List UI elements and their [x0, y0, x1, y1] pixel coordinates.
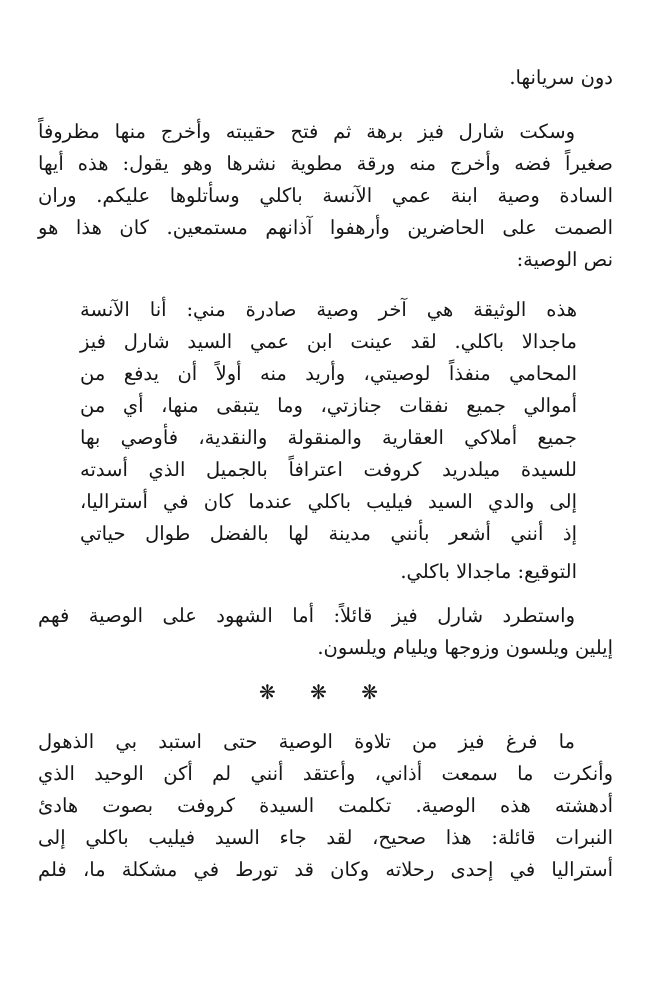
text-line: الصمت على الحاضرين وأرهفوا آذانهم مستمعين. كان هذا هو [38, 216, 613, 239]
text-line: السادة وصية ابنة عمي الآنسة باكلي وسأتلوها عليكم. وران [38, 184, 613, 207]
paragraph-4 [38, 726, 613, 886]
text-line: هذه الوثيقة هي آخر وصية صادرة مني: أنا الآنسة [80, 298, 577, 321]
will-signature [38, 556, 613, 588]
paragraph-1 [38, 62, 613, 94]
paragraph-3 [38, 600, 613, 664]
text-line: إلى والدي السيد فيليب باكلي عندما كان في أستراليا، [80, 490, 577, 513]
text-line: نص الوصية: [516, 248, 613, 271]
text-line: صغيراً فضه وأخرج منه ورقة مطوية نشرها وهو يقول: هذه أيها [38, 152, 613, 175]
text-line: أستراليا في إحدى رحلاته وكان قد تورط في مشكلة ما، فلم [38, 858, 613, 881]
text-line: إذ أنني أشعر بأنني مدينة لها بالفضل طوال حياتي [80, 522, 577, 545]
text-line: وأنكرت ما سمعت أذاني، وأعتقد أنني لم أكن الوحيد الذي [38, 762, 613, 785]
text-line: وسكت شارل فيز برهة ثم فتح حقيبته وأخرج منها مظروفاً [38, 120, 575, 143]
text-line: جميع أملاكي العقارية والمنقولة والنقدية، فأوصي بها [80, 426, 577, 449]
text-line: النبرات قائلة: هذا صحيح، لقد جاء السيد فيليب باكلي إلى [38, 826, 613, 849]
text-line: التوقيع: ماجدالا باكلي. [400, 560, 577, 583]
text-line: أموالي جميع نفقات جنازتي، وما يتبقى منها، أي من [80, 394, 577, 417]
paragraph-2 [38, 116, 613, 276]
text-line: أدهشته هذه الوصية. تكلمت السيدة كروفت بصوت هادئ [38, 794, 613, 817]
text-line: واستطرد شارل فيز قائلاً: أما الشهود على الوصية فهم [38, 604, 575, 627]
text-line: ماجدالا باكلي. لقد عينت ابن عمي السيد شارل فيز [80, 330, 577, 353]
text-line: دون سريانها. [509, 66, 613, 89]
will-text-block [38, 294, 613, 550]
text-line: المحامي منفذاً لوصيتي، وأريد منه أولاً أن يدفع من [80, 362, 577, 385]
section-separator: ❋ ❋ ❋ [259, 680, 392, 704]
text-line: للسيدة ميلدريد كروفت اعترافاً بالجميل الذي أسدته [80, 458, 577, 481]
text-line: إيلين ويلسون وزوجها ويليام ويلسون. [317, 636, 613, 659]
text-line: ما فرغ فيز من تلاوة الوصية حتى استبد بي الذهول [38, 730, 575, 753]
